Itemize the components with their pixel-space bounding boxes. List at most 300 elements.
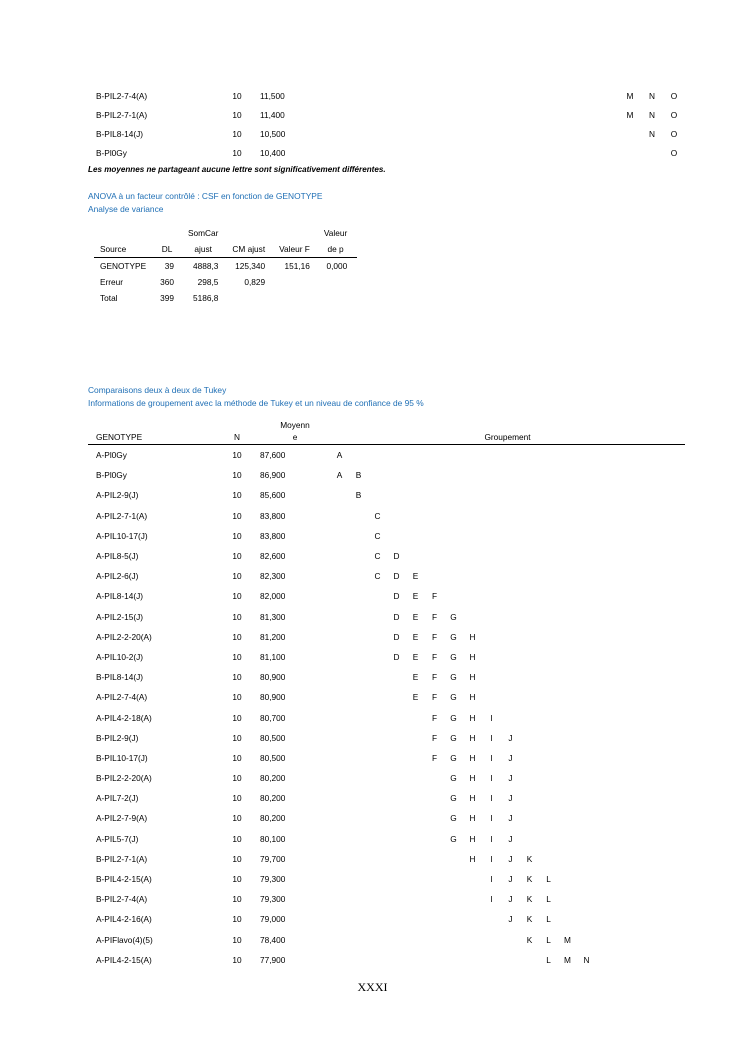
group-letter-cell: J xyxy=(508,793,513,804)
tukey-subtitle: Informations de groupement avec la méthode de Tukey et un niveau de confiance de 95 % xyxy=(88,398,424,408)
anova-header-f-blank xyxy=(275,225,320,241)
n-cell: 10 xyxy=(232,954,242,965)
genotype-cell: A-PIL8-5(J) xyxy=(96,551,139,562)
genotype-cell: B-PIL2-9(J) xyxy=(96,732,139,743)
anova-dl-cell: 39 xyxy=(164,261,174,271)
group-letter-cell: H xyxy=(469,672,476,683)
group-letter-cell: E xyxy=(412,571,419,582)
anova-title: ANOVA à un facteur contrôlé : CSF en fonction de GENOTYPE xyxy=(88,191,323,201)
group-letter-cell: J xyxy=(508,894,513,905)
table-row xyxy=(94,274,357,290)
n-cell: 10 xyxy=(232,894,242,905)
group-letter-cell: H xyxy=(469,752,476,763)
spacer-cell xyxy=(330,105,619,124)
genotype-cell: B-PIL10-17(J) xyxy=(96,752,148,763)
group-letter-cell: C xyxy=(374,530,381,541)
group-letter-cell: N xyxy=(649,109,655,120)
table-row xyxy=(88,950,685,970)
mean-cell: 80,200 xyxy=(260,773,286,784)
anova-header-cm-blank xyxy=(228,225,275,241)
group-letter-cell: G xyxy=(450,793,457,804)
anova-cm-cell: 125,340 xyxy=(235,261,266,271)
group-letter-cell: E xyxy=(412,611,419,622)
table-row xyxy=(88,748,685,768)
n-cell: 10 xyxy=(232,914,242,925)
group-letter-cell: H xyxy=(469,813,476,824)
group-letter-cell: J xyxy=(508,833,513,844)
anova-p-cell: 0,000 xyxy=(326,261,348,271)
grouping-cells xyxy=(330,889,685,909)
group-letter-cell xyxy=(641,143,663,162)
group-letter-cell: F xyxy=(431,631,438,642)
anova-header-source: Source xyxy=(94,241,156,258)
table-row xyxy=(88,485,685,505)
group-letter-cell: G xyxy=(450,813,457,824)
n-cell: 10 xyxy=(232,631,242,642)
group-letter-cell: I xyxy=(490,773,493,784)
top-means-table-body xyxy=(88,86,685,162)
table-row xyxy=(88,707,685,727)
mean-cell: 79,300 xyxy=(260,874,286,885)
anova-header-top xyxy=(94,225,357,241)
mean-cell: 80,100 xyxy=(260,833,286,844)
tukey-grouping-table xyxy=(88,420,685,970)
anova-table xyxy=(94,225,357,306)
group-letter-cell: K xyxy=(526,853,533,864)
table-row xyxy=(88,808,685,828)
mean-cell: 11,400 xyxy=(260,109,285,120)
mean-cell: 80,500 xyxy=(260,752,286,763)
group-letter-cell: M xyxy=(564,934,571,945)
group-letter-cell: M xyxy=(564,954,571,965)
anova-p-cell xyxy=(320,274,357,290)
n-cell: 10 xyxy=(232,611,242,622)
anova-subtitle: Analyse de variance xyxy=(88,204,164,214)
group-letter-cell: J xyxy=(508,874,513,885)
table-row xyxy=(88,86,685,105)
table-row xyxy=(88,607,685,627)
n-cell: 10 xyxy=(232,450,242,461)
mean-cell: 80,500 xyxy=(260,732,286,743)
group-letter-cell: L xyxy=(546,894,551,905)
genotype-cell: A-PIL4-2-18(A) xyxy=(96,712,152,723)
grouping-cells xyxy=(330,829,685,849)
n-cell: 10 xyxy=(232,692,242,703)
grouping-cells xyxy=(330,526,685,546)
group-letter-cell: C xyxy=(374,510,381,521)
n-cell: 10 xyxy=(232,591,242,602)
n-cell: 10 xyxy=(232,793,242,804)
grouping-cells xyxy=(330,950,685,970)
group-letter-cell: J xyxy=(508,813,513,824)
group-letter-cell: O xyxy=(670,147,678,158)
table-row xyxy=(88,728,685,748)
group-letter-cell: I xyxy=(490,813,493,824)
mean-cell: 79,700 xyxy=(260,853,286,864)
group-letter-cell: D xyxy=(393,591,400,602)
table-row xyxy=(88,869,685,889)
genotype-cell: A-PIL10-17(J) xyxy=(96,530,148,541)
anova-p-cell xyxy=(320,290,357,306)
table-row xyxy=(88,687,685,707)
group-letter-cell: E xyxy=(412,692,419,703)
tukey-header-grouping: Groupement xyxy=(330,432,685,445)
n-cell: 10 xyxy=(232,109,242,120)
tukey-header-group-blank xyxy=(330,420,685,432)
anova-f-cell xyxy=(275,290,320,306)
genotype-cell: A-PIL2-7-1(A) xyxy=(96,510,148,521)
group-letter-cell: L xyxy=(546,934,551,945)
group-letter-cell: C xyxy=(374,571,381,582)
tukey-table-body xyxy=(88,445,685,970)
group-letter-cell: H xyxy=(469,651,476,662)
genotype-cell: B-PIL4-2-15(A) xyxy=(96,874,152,885)
mean-cell: 82,300 xyxy=(260,571,286,582)
group-letter-cell: H xyxy=(469,712,476,723)
group-letter-cell: N xyxy=(649,90,655,101)
section-spacer xyxy=(88,306,685,368)
anova-f-cell xyxy=(275,274,320,290)
tukey-header-top xyxy=(88,420,685,432)
grouping-cells xyxy=(330,627,685,647)
mean-cell: 78,400 xyxy=(260,934,286,945)
group-letter-cell: L xyxy=(546,954,551,965)
grouping-cells xyxy=(330,728,685,748)
group-letter-cell: B xyxy=(355,490,362,501)
genotype-cell: A-PIL2-9(J) xyxy=(96,490,139,501)
group-letter-cell: J xyxy=(508,773,513,784)
table-row xyxy=(88,526,685,546)
n-cell: 10 xyxy=(232,833,242,844)
page-number: XXXI xyxy=(357,980,388,994)
grouping-cells xyxy=(330,647,685,667)
group-letter-cell: F xyxy=(431,752,438,763)
significance-footnote: Les moyennes ne partageant aucune lettre sont significativement différentes. xyxy=(88,165,386,174)
group-letter-cell: O xyxy=(670,109,678,120)
table-row xyxy=(88,143,685,162)
anova-header-cm: CM ajust xyxy=(228,241,275,258)
anova-f-cell: 151,16 xyxy=(284,261,310,271)
anova-header-dl: DL xyxy=(156,241,184,258)
group-letter-cell: E xyxy=(412,631,419,642)
grouping-cells xyxy=(330,687,685,707)
table-row xyxy=(88,909,685,929)
grouping-cells xyxy=(330,445,685,466)
mean-cell: 82,000 xyxy=(260,591,286,602)
genotype-cell: B-PIL8-14(J) xyxy=(96,128,144,139)
group-letter-cell: D xyxy=(393,631,400,642)
group-letter-cell: H xyxy=(469,853,476,864)
anova-header-bottom xyxy=(94,241,357,258)
mean-cell: 83,800 xyxy=(260,510,286,521)
genotype-cell: A-PIL2-2-20(A) xyxy=(96,631,152,642)
table-row xyxy=(88,667,685,687)
group-letter-cell: D xyxy=(393,571,400,582)
group-letter-cell: L xyxy=(546,914,551,925)
anova-header-source-blank xyxy=(94,225,156,241)
group-letter-cell: C xyxy=(374,551,381,562)
n-cell: 10 xyxy=(232,874,242,885)
anova-dl-cell: 360 xyxy=(160,277,174,287)
group-letter-cell: L xyxy=(546,874,551,885)
mean-cell: 80,200 xyxy=(260,793,286,804)
anova-header-p-line1: Valeur xyxy=(323,228,348,238)
table-row xyxy=(94,258,357,275)
n-cell: 10 xyxy=(232,128,242,139)
grouping-cells xyxy=(330,869,685,889)
group-letter-cell: I xyxy=(490,752,493,763)
mean-cell: 80,700 xyxy=(260,712,286,723)
genotype-cell: B-PIL2-7-4(A) xyxy=(96,894,148,905)
grouping-cells xyxy=(330,546,685,566)
grouping-cells xyxy=(330,909,685,929)
tukey-header-bottom xyxy=(88,432,685,445)
group-letter-cell: I xyxy=(490,732,493,743)
group-letter-cell: O xyxy=(670,128,678,139)
anova-somcar-cell: 5186,8 xyxy=(193,293,219,303)
grouping-cells xyxy=(330,607,685,627)
group-letter-cell: K xyxy=(526,914,533,925)
table-row xyxy=(88,445,685,466)
group-letter-cell: G xyxy=(450,651,457,662)
genotype-cell: A-Pl0Gy xyxy=(96,450,127,461)
anova-source-cell: Erreur xyxy=(100,277,124,287)
anova-header-dl-blank xyxy=(156,225,184,241)
grouping-cells xyxy=(330,707,685,727)
group-letter-cell: G xyxy=(450,833,457,844)
group-letter-cell: H xyxy=(469,793,476,804)
mean-cell: 79,000 xyxy=(260,914,286,925)
anova-somcar-cell: 298,5 xyxy=(197,277,219,287)
group-letter-cell: H xyxy=(469,692,476,703)
mean-cell: 85,600 xyxy=(260,490,286,501)
group-letter-cell: E xyxy=(412,651,419,662)
mean-cell: 87,600 xyxy=(260,450,286,461)
group-letter-cell: F xyxy=(431,651,438,662)
tukey-header-mean-line1: Moyenn xyxy=(280,420,310,430)
mean-cell: 82,600 xyxy=(260,551,286,562)
group-letter-cell: J xyxy=(508,853,513,864)
group-letter-cell: I xyxy=(490,874,493,885)
anova-cm-cell: 0,829 xyxy=(244,277,266,287)
table-row xyxy=(88,849,685,869)
anova-cm-cell xyxy=(228,290,275,306)
group-letter-cell: D xyxy=(393,651,400,662)
table-row xyxy=(88,566,685,586)
group-letter-cell: F xyxy=(431,712,438,723)
group-letter-cell: M xyxy=(626,109,634,120)
tukey-header-genotype-blank xyxy=(88,420,214,432)
n-cell: 10 xyxy=(232,712,242,723)
spacer-cell xyxy=(330,86,619,105)
n-cell: 10 xyxy=(232,571,242,582)
spacer-cell xyxy=(330,124,619,143)
grouping-cells xyxy=(330,465,685,485)
group-letter-cell: M xyxy=(626,90,634,101)
anova-header-f: Valeur F xyxy=(275,241,320,258)
grouping-cells xyxy=(330,506,685,526)
top-means-table xyxy=(88,86,685,162)
mean-cell: 80,900 xyxy=(260,692,286,703)
group-letter-cell: H xyxy=(469,732,476,743)
genotype-cell: A-PIL7-2(J) xyxy=(96,793,139,804)
anova-table-head xyxy=(94,225,357,258)
tukey-header-mean-line2: e xyxy=(260,432,330,445)
table-row xyxy=(94,290,357,306)
group-letter-cell: K xyxy=(526,874,533,885)
table-row xyxy=(88,829,685,849)
group-letter-cell: J xyxy=(508,752,513,763)
tukey-header-n: N xyxy=(214,432,260,445)
group-letter-cell: G xyxy=(450,752,457,763)
genotype-cell: B-PIL2-7-4(A) xyxy=(96,90,148,101)
mean-cell: 10,500 xyxy=(260,128,286,139)
group-letter-cell: I xyxy=(490,712,493,723)
n-cell: 10 xyxy=(232,490,242,501)
group-letter-cell: D xyxy=(393,551,400,562)
table-row xyxy=(88,930,685,950)
mean-cell: 80,900 xyxy=(260,672,286,683)
table-row xyxy=(88,788,685,808)
table-row xyxy=(88,465,685,485)
group-letter-cell: G xyxy=(450,692,457,703)
mean-cell: 77,900 xyxy=(260,954,286,965)
anova-header-p-line2: de p xyxy=(320,241,357,258)
group-letter-cell: H xyxy=(469,833,476,844)
grouping-cells xyxy=(330,586,685,606)
tukey-table-head xyxy=(88,420,685,445)
group-letter-cell: I xyxy=(490,793,493,804)
group-letter-cell: F xyxy=(431,672,438,683)
genotype-cell: A-PIL4-2-15(A) xyxy=(96,954,152,965)
group-letter-cell xyxy=(619,124,641,143)
genotype-cell: B-PIL2-2-20(A) xyxy=(96,773,152,784)
genotype-cell: B-PIL8-14(J) xyxy=(96,672,144,683)
group-letter-cell: G xyxy=(450,712,457,723)
group-letter-cell: I xyxy=(490,894,493,905)
grouping-cells xyxy=(330,849,685,869)
group-letter-cell: F xyxy=(431,692,438,703)
table-row xyxy=(88,506,685,526)
group-letter-cell: B xyxy=(355,470,362,481)
table-row xyxy=(88,647,685,667)
group-letter-cell: J xyxy=(508,914,513,925)
grouping-cells xyxy=(330,485,685,505)
genotype-cell: B-Pl0Gy xyxy=(96,147,127,158)
genotype-cell: B-PIL2-7-1(A) xyxy=(96,109,148,120)
n-cell: 10 xyxy=(232,934,242,945)
group-letter-cell: E xyxy=(412,672,419,683)
group-letter-cell: F xyxy=(431,591,438,602)
group-letter-cell: G xyxy=(450,611,457,622)
mean-cell: 81,300 xyxy=(260,611,286,622)
tukey-table-wrapper xyxy=(88,420,685,970)
group-letter-cell: N xyxy=(649,128,655,139)
group-letter-cell: G xyxy=(450,672,457,683)
group-letter-cell: H xyxy=(469,773,476,784)
mean-cell: 83,800 xyxy=(260,530,286,541)
mean-cell: 10,400 xyxy=(260,147,286,158)
genotype-cell: A-PIL5-7(J) xyxy=(96,833,139,844)
genotype-cell: A-PIL2-7-9(A) xyxy=(96,813,148,824)
group-letter-cell: H xyxy=(469,631,476,642)
group-letter-cell: G xyxy=(450,732,457,743)
grouping-cells xyxy=(330,930,685,950)
grouping-cells xyxy=(330,788,685,808)
n-cell: 10 xyxy=(232,551,242,562)
table-row xyxy=(88,105,685,124)
anova-source-cell: Total xyxy=(100,293,118,303)
table-row xyxy=(88,586,685,606)
group-letter-cell xyxy=(619,143,641,162)
group-letter-cell: O xyxy=(670,90,678,101)
n-cell: 10 xyxy=(232,813,242,824)
group-letter-cell: F xyxy=(431,611,438,622)
group-letter-cell: E xyxy=(412,591,419,602)
n-cell: 10 xyxy=(232,672,242,683)
grouping-cells xyxy=(330,748,685,768)
grouping-cells xyxy=(330,768,685,788)
n-cell: 10 xyxy=(232,470,242,481)
n-cell: 10 xyxy=(232,752,242,763)
spacer-cell xyxy=(330,143,619,162)
mean-cell: 86,900 xyxy=(260,470,286,481)
genotype-cell: A-PIL2-15(J) xyxy=(96,611,144,622)
anova-header-somcar-line1: SomCar xyxy=(187,228,219,238)
table-row xyxy=(88,627,685,647)
n-cell: 10 xyxy=(232,147,242,158)
table-row xyxy=(88,889,685,909)
group-letter-cell: G xyxy=(450,773,457,784)
group-letter-cell: K xyxy=(526,894,533,905)
grouping-cells xyxy=(330,808,685,828)
genotype-cell: B-PIL2-7-1(A) xyxy=(96,853,148,864)
anova-dl-cell: 399 xyxy=(160,293,174,303)
n-cell: 10 xyxy=(232,530,242,541)
mean-cell: 79,300 xyxy=(260,894,286,905)
mean-cell: 81,200 xyxy=(260,631,286,642)
table-row xyxy=(88,546,685,566)
group-letter-cell: G xyxy=(450,631,457,642)
group-letter-cell: N xyxy=(583,954,590,965)
mean-cell: 11,500 xyxy=(260,90,285,101)
tukey-header-genotype: GENOTYPE xyxy=(88,432,214,445)
group-letter-cell: I xyxy=(490,833,493,844)
anova-somcar-cell: 4888,3 xyxy=(193,261,219,271)
group-letter-cell: J xyxy=(508,732,513,743)
anova-header-somcar-line2: ajust xyxy=(184,241,228,258)
table-row xyxy=(88,768,685,788)
group-letter-cell: K xyxy=(526,934,533,945)
grouping-cells xyxy=(330,566,685,586)
mean-cell: 81,100 xyxy=(260,651,286,662)
n-cell: 10 xyxy=(232,651,242,662)
genotype-cell: A-PIL10-2(J) xyxy=(96,651,144,662)
anova-table-body xyxy=(94,258,357,307)
tukey-header-n-blank xyxy=(214,420,260,432)
table-row xyxy=(88,124,685,143)
n-cell: 10 xyxy=(232,90,242,101)
group-letter-cell: D xyxy=(393,611,400,622)
genotype-cell: A-PIL8-14(J) xyxy=(96,591,144,602)
group-letter-cell: A xyxy=(336,450,343,461)
group-letter-cell: A xyxy=(336,470,343,481)
anova-source-cell: GENOTYPE xyxy=(100,261,147,271)
genotype-cell: A-PIFlavo(4)(5) xyxy=(96,934,153,945)
n-cell: 10 xyxy=(232,853,242,864)
n-cell: 10 xyxy=(232,510,242,521)
genotype-cell: A-PIL2-7-4(A) xyxy=(96,692,148,703)
